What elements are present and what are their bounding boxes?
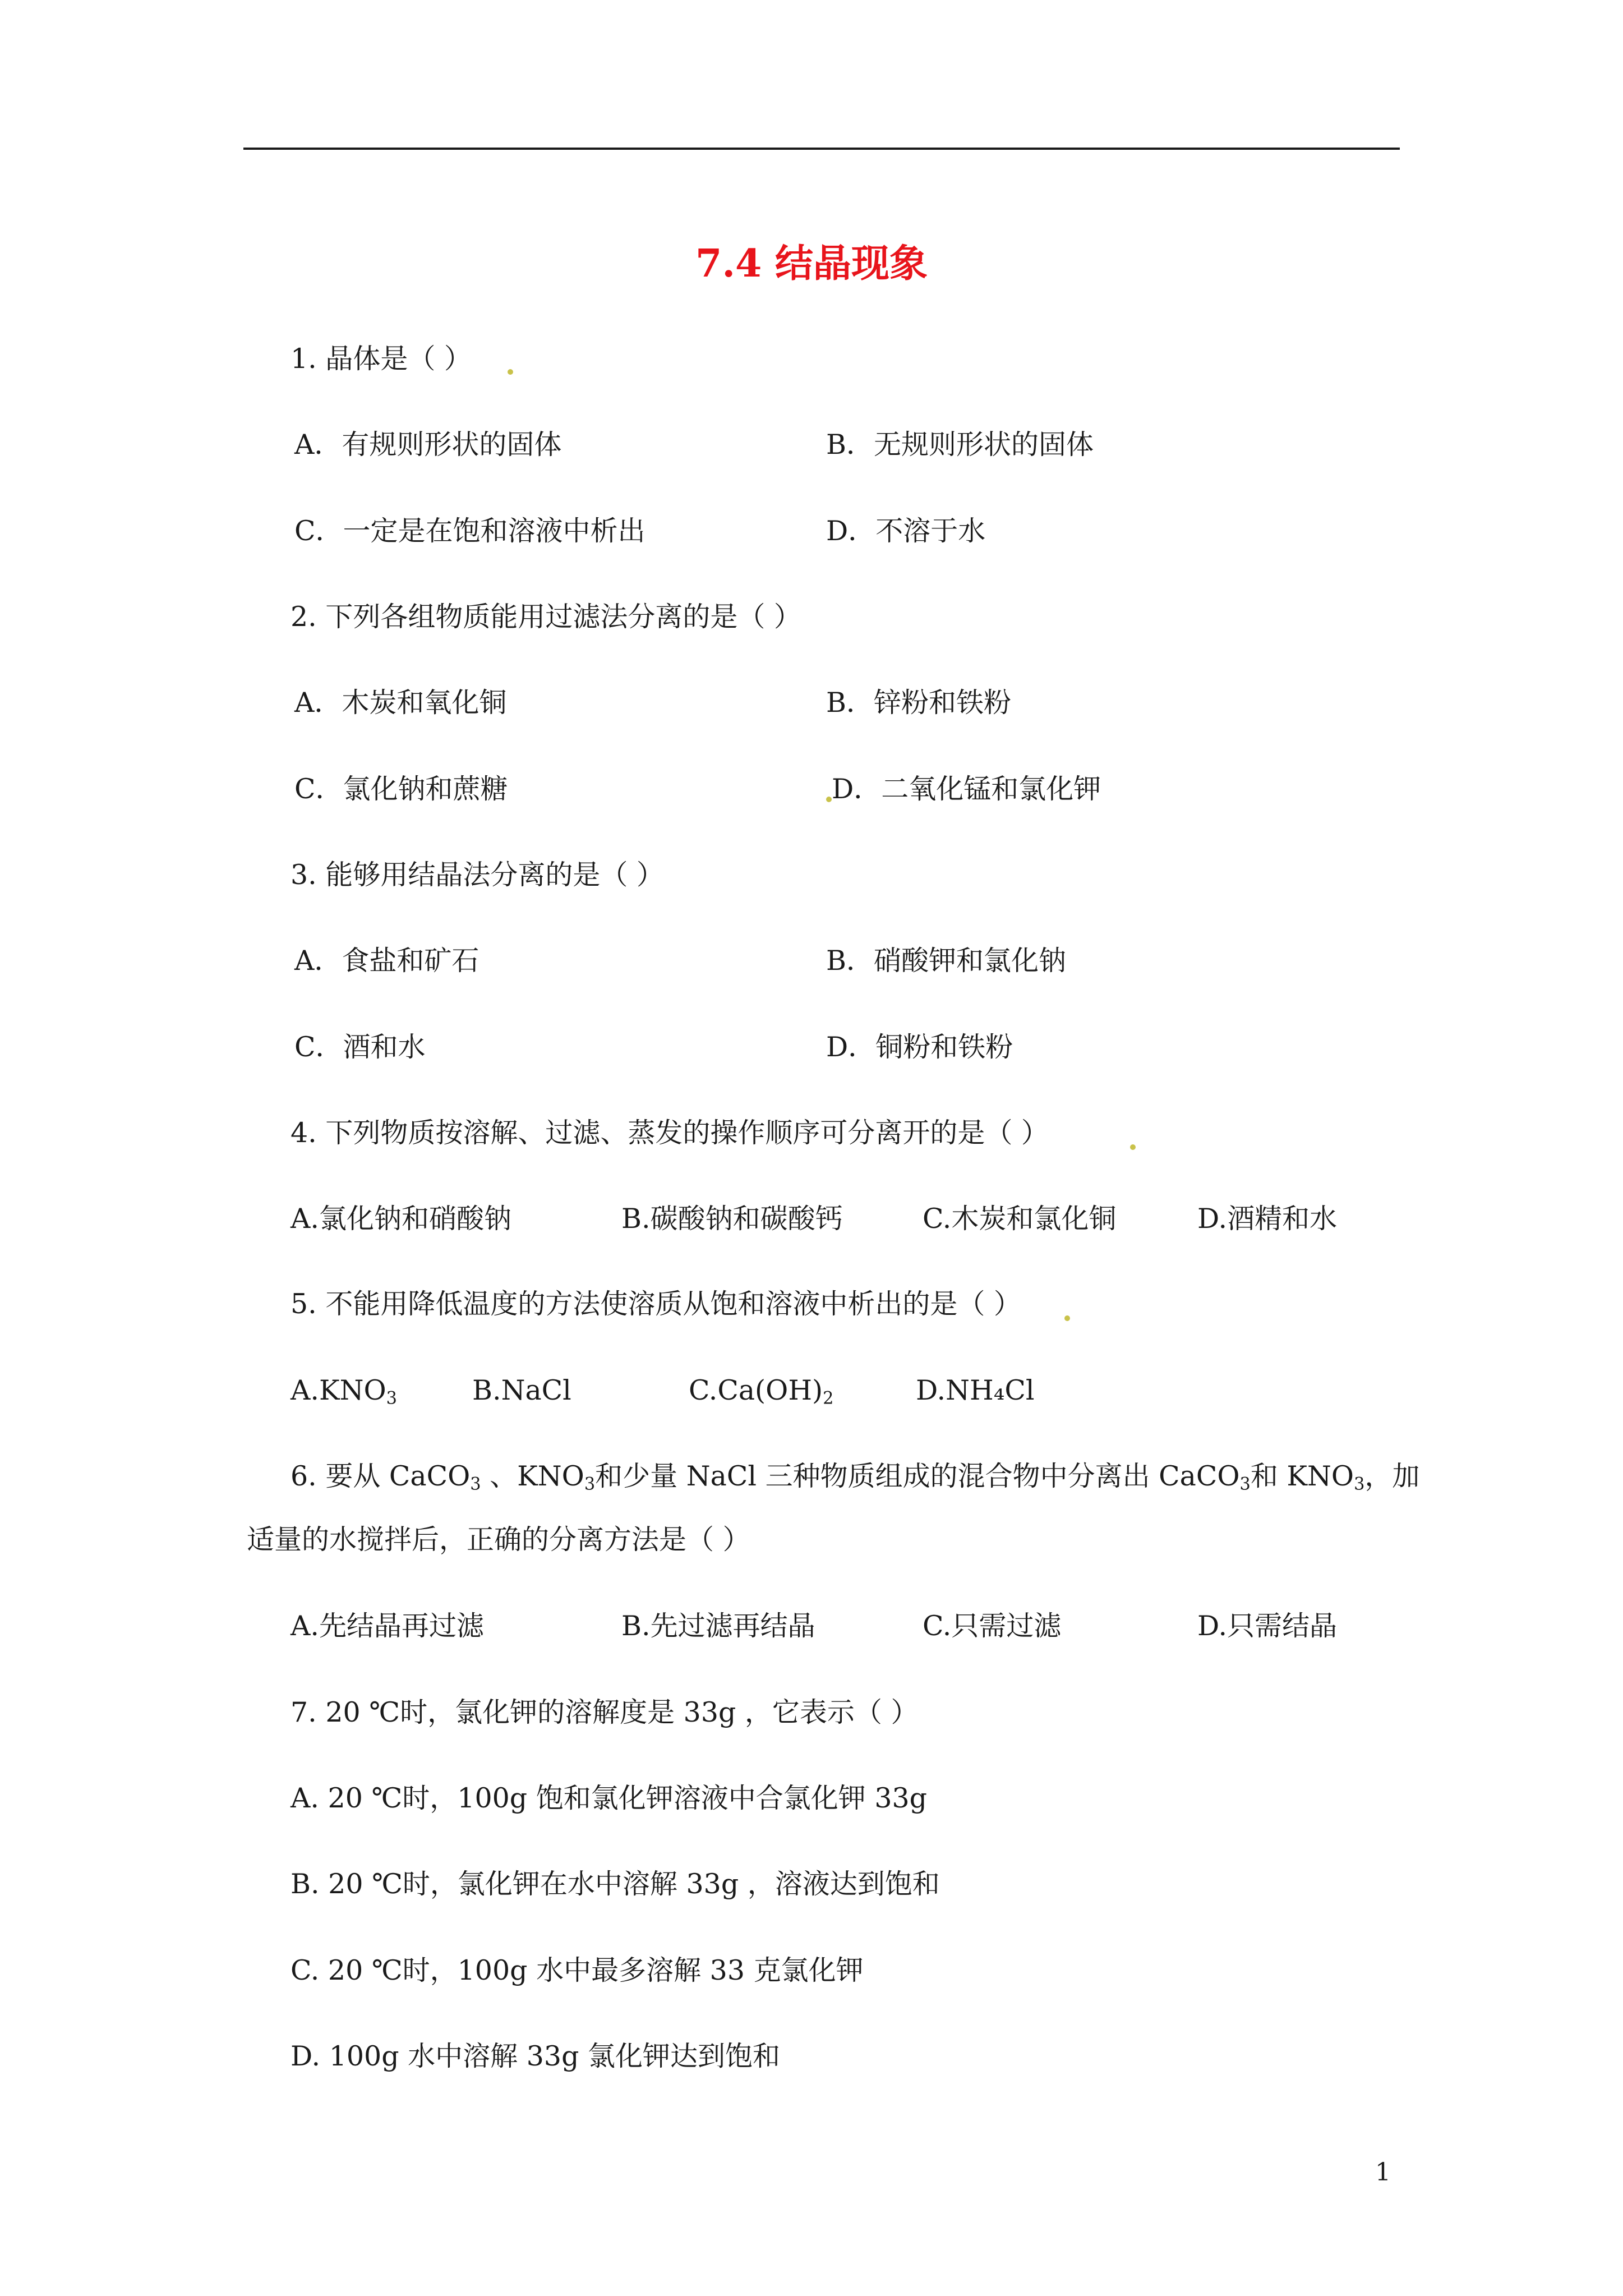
q4-option-b: B.碳酸钠和碳酸钙 bbox=[621, 1203, 843, 1235]
q4-option-c: C.木炭和氯化铜 bbox=[923, 1203, 1117, 1235]
q3-stem: 3. 能够用结晶法分离的是（ ） bbox=[291, 859, 664, 891]
q2-stem: 2. 下列各组物质能用过滤法分离的是（ ） bbox=[291, 601, 801, 633]
q6-option-a: A.先结晶再过滤 bbox=[291, 1610, 484, 1642]
q2-option-d: D．二氧化锰和氯化钾 bbox=[832, 773, 1101, 805]
header-rule bbox=[243, 148, 1400, 150]
q1-option-b: B．无规则形状的固体 bbox=[826, 429, 1094, 461]
q5-option-a: $A.KNO_3$ bbox=[291, 1374, 397, 1409]
q6-stem-line1: 6. 要从 CaCO$_3$ 、$KNO_3$和少量 NaCl 三种物质组成的混合物中分离出 CaCO$_3$和 $KNO_3$，加 bbox=[291, 1460, 1420, 1494]
scan-speck bbox=[826, 797, 832, 802]
q2-option-b: B．锌粉和铁粉 bbox=[826, 687, 1012, 719]
q3-option-d: D．铜粉和铁粉 bbox=[826, 1031, 1013, 1063]
q7-option-c: C. 20 ℃时，100g 水中最多溶解 33 克氯化钾 bbox=[291, 1954, 864, 1986]
q7-option-a: A. 20 ℃时，100g 饱和氯化钾溶液中合氯化钾 33g bbox=[291, 1782, 928, 1814]
q5-option-c: $C.Ca(OH)_2$ bbox=[689, 1374, 834, 1409]
q4-stem: 4. 下列物质按溶解、过滤、蒸发的操作顺序可分离开的是（ ） bbox=[291, 1117, 1049, 1149]
page-number: 1 bbox=[1375, 2158, 1391, 2187]
page-title: 7.4 结晶现象 bbox=[695, 241, 928, 286]
scan-speck bbox=[1064, 1315, 1070, 1321]
q4-option-a: A.氯化钠和硝酸钠 bbox=[291, 1203, 511, 1235]
q5-option-b: B.NaCl bbox=[472, 1374, 571, 1406]
q2-option-c: C．氯化钠和蔗糖 bbox=[294, 773, 508, 805]
scan-speck bbox=[508, 369, 513, 375]
q3-option-b: B．硝酸钾和氯化钠 bbox=[826, 945, 1067, 977]
q4-option-d: D.酒精和水 bbox=[1197, 1203, 1338, 1235]
q6-option-b: B.先过滤再结晶 bbox=[621, 1610, 815, 1642]
q3-option-c: C．酒和水 bbox=[294, 1031, 426, 1063]
q2-option-a: A．木炭和氧化铜 bbox=[294, 687, 507, 719]
q3-option-a: A．食盐和矿石 bbox=[294, 945, 479, 977]
q1-option-d: D．不溶于水 bbox=[826, 515, 986, 547]
q7-option-b: B. 20 ℃时，氯化钾在水中溶解 33g ，溶液达到饱和 bbox=[291, 1868, 940, 1900]
q6-option-d: D.只需结晶 bbox=[1197, 1610, 1338, 1642]
q7-option-d: D. 100g 水中溶解 33g 氯化钾达到饱和 bbox=[291, 2040, 781, 2072]
q1-option-a: A．有规则形状的固体 bbox=[294, 429, 562, 461]
q5-option-d: D.NH₄Cl bbox=[916, 1374, 1035, 1406]
q6-stem-line2: 适量的水搅拌后，正确的分离方法是（ ） bbox=[247, 1524, 750, 1556]
q1-stem: 1. 晶体是（ ） bbox=[291, 343, 472, 375]
q6-option-c: C.只需过滤 bbox=[923, 1610, 1062, 1642]
scan-speck bbox=[1130, 1144, 1136, 1150]
q5-stem: 5. 不能用降低温度的方法使溶质从饱和溶液中析出的是（ ） bbox=[291, 1288, 1021, 1320]
q1-option-c: C．一定是在饱和溶液中析出 bbox=[294, 515, 645, 547]
q7-stem: 7. 20 ℃时，氯化钾的溶解度是 33g ，它表示（ ） bbox=[291, 1696, 919, 1728]
